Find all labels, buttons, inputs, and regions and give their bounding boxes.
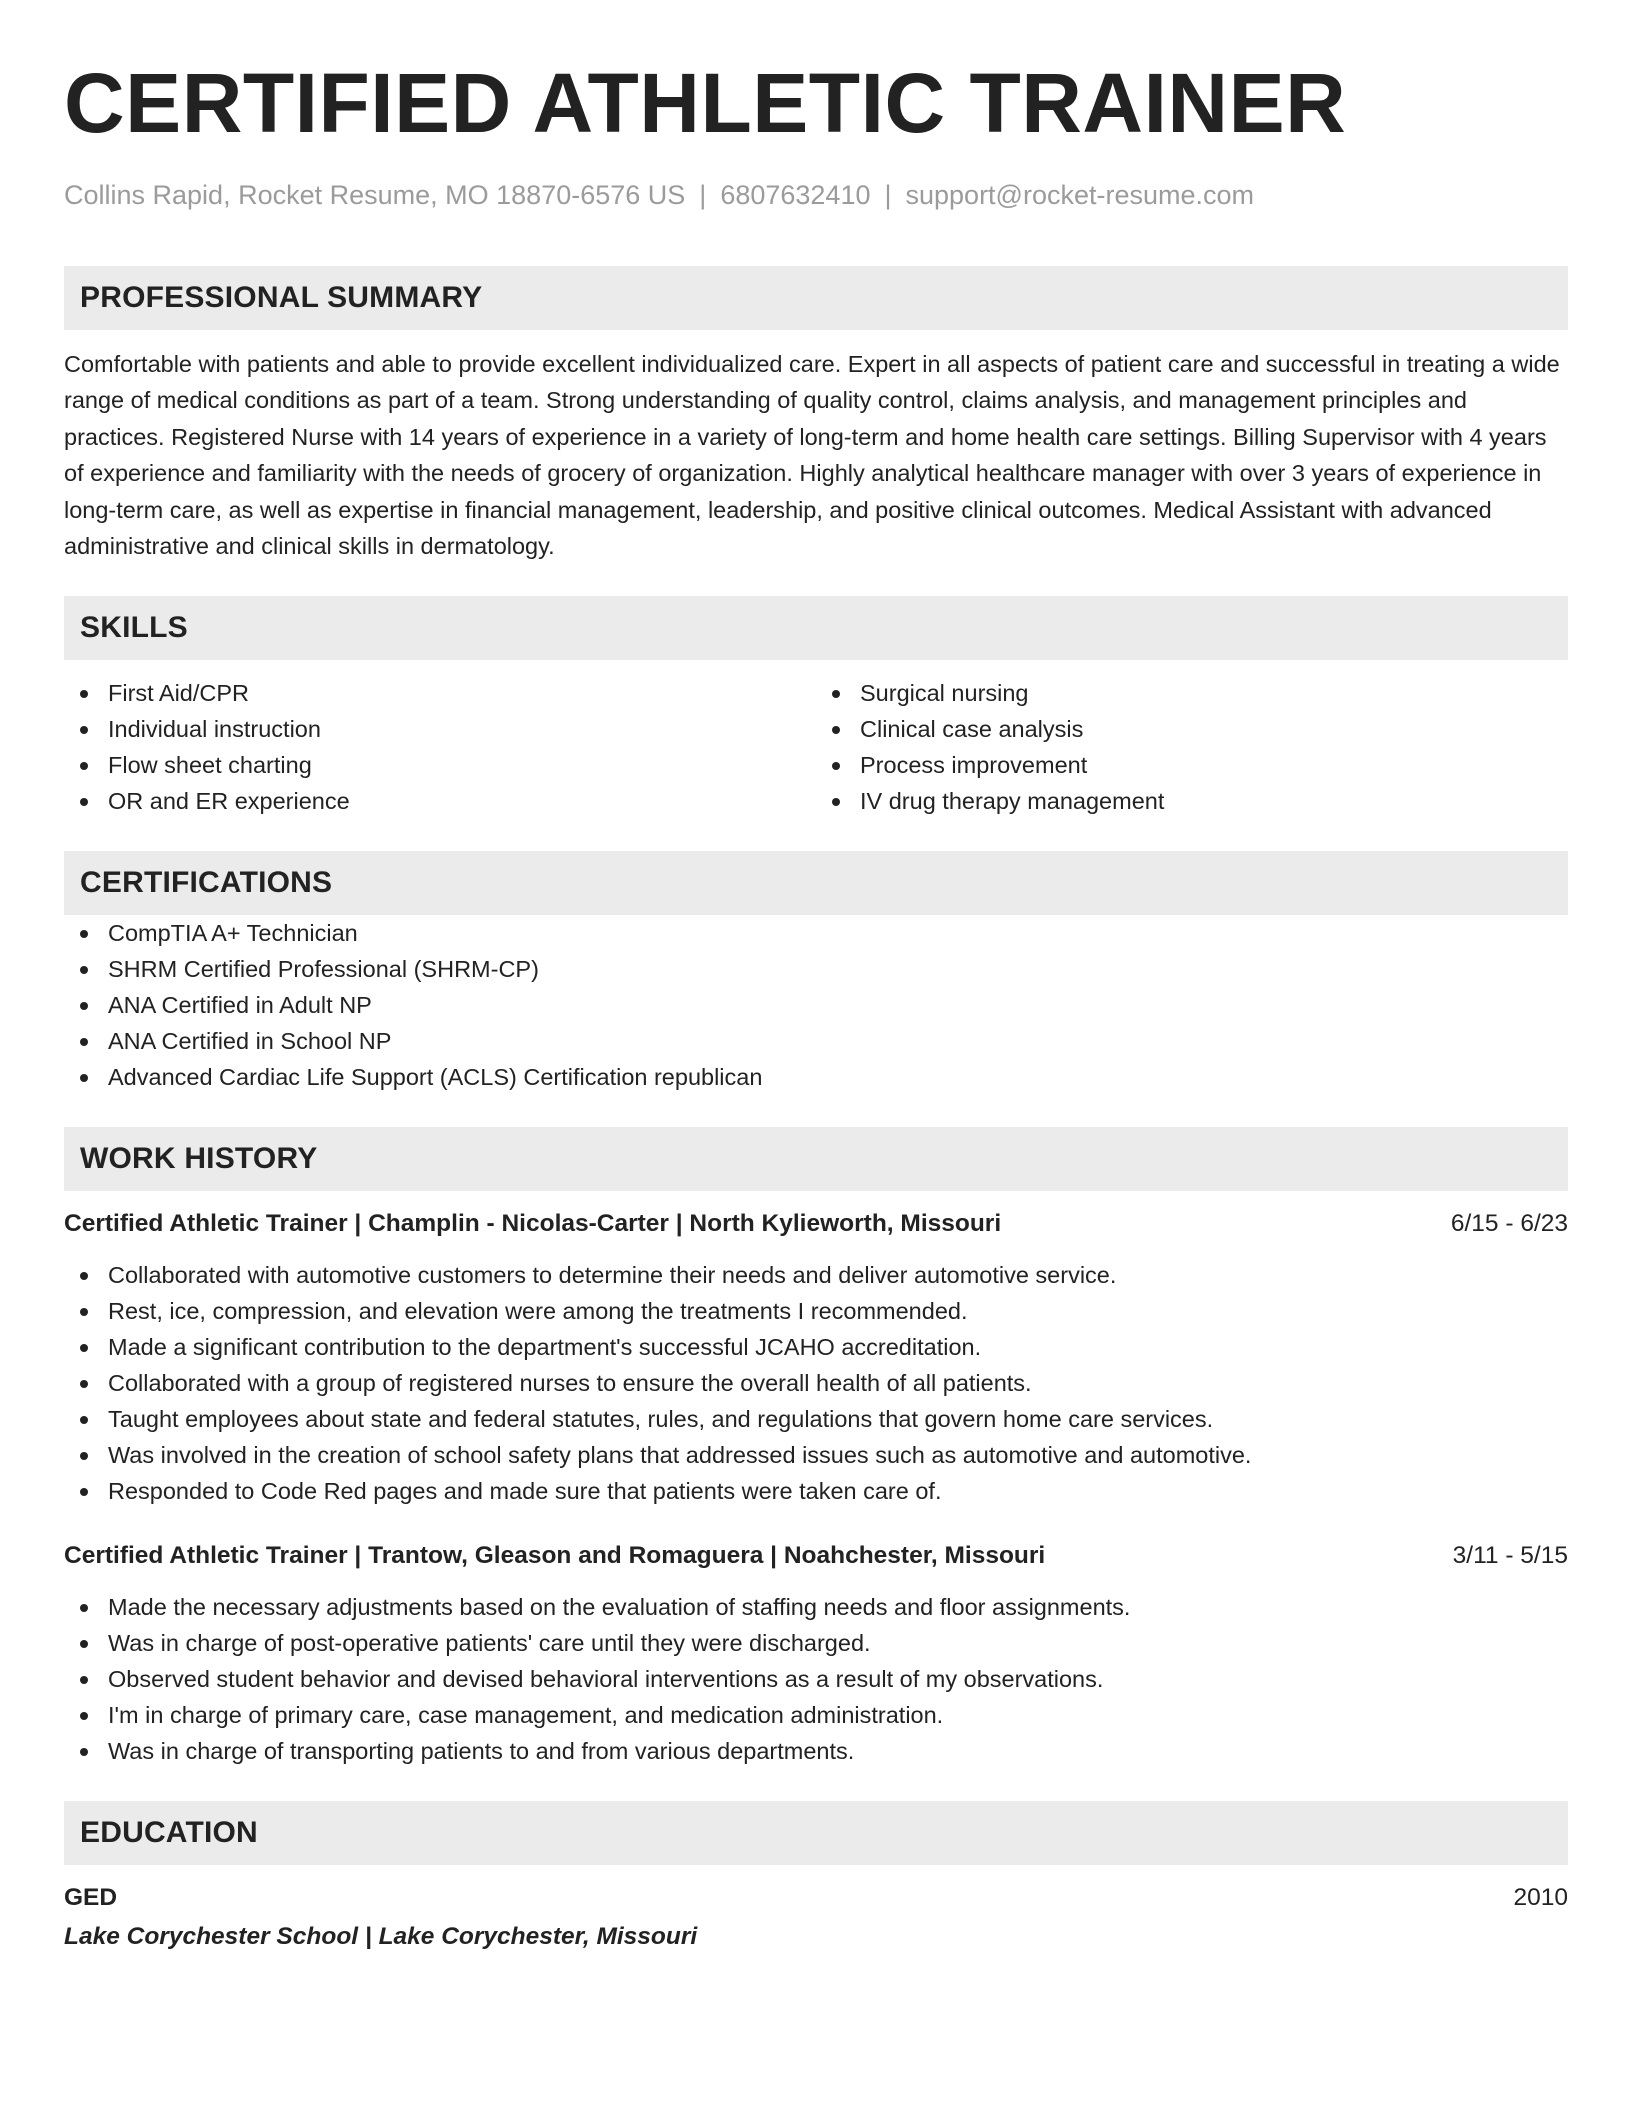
job-bullet: I'm in charge of primary care, case management, and medication administration. <box>64 1697 1568 1733</box>
skills-column-left <box>64 675 816 819</box>
section-heading-skills: SKILLS <box>64 596 1568 660</box>
job-bullet: Responded to Code Red pages and made sure that patients were taken care of. <box>64 1473 1568 1509</box>
job-bullet: Was involved in the creation of school safety plans that addressed issues such as automotive and automotive. <box>64 1437 1568 1473</box>
job-bullet-list <box>64 1257 1568 1509</box>
job-header <box>64 1539 1568 1573</box>
contact-separator: | <box>884 180 892 210</box>
skills-grid <box>64 675 1568 819</box>
education-entry <box>64 1881 1568 1955</box>
contact-separator: | <box>699 180 707 210</box>
skill-item: Flow sheet charting <box>64 747 816 783</box>
candidate-title: CERTIFIED ATHLETIC TRAINER <box>64 56 1347 150</box>
skill-item: Process improvement <box>816 747 1568 783</box>
job-bullet-list <box>64 1589 1568 1769</box>
certification-item: SHRM Certified Professional (SHRM-CP) <box>64 951 1568 987</box>
job-bullet: Collaborated with automotive customers to determine their needs and deliver automotive service. <box>64 1257 1568 1293</box>
job-header <box>64 1207 1568 1241</box>
job-bullet: Collaborated with a group of registered nurses to ensure the overall health of all patients. <box>64 1365 1568 1401</box>
skill-item: First Aid/CPR <box>64 675 816 711</box>
job-bullet: Observed student behavior and devised behavioral interventions as a result of my observations. <box>64 1661 1568 1697</box>
skill-item: Clinical case analysis <box>816 711 1568 747</box>
job-bullet: Taught employees about state and federal statutes, rules, and regulations that govern home care services. <box>64 1401 1568 1437</box>
education-header <box>64 1881 1568 1915</box>
certification-item: Advanced Cardiac Life Support (ACLS) Certification republican <box>64 1059 1568 1095</box>
contact-phone: 6807632410 <box>720 180 871 210</box>
skill-item: Surgical nursing <box>816 675 1568 711</box>
job-title: Certified Athletic Trainer | Champlin - Nicolas-Carter | North Kylieworth, Missouri <box>64 1210 1002 1238</box>
contact-address: Collins Rapid, Rocket Resume, MO 18870-6576 US <box>64 180 686 210</box>
certification-item: ANA Certified in Adult NP <box>64 987 1568 1023</box>
job-entry <box>64 1207 1568 1509</box>
section-heading-education: EDUCATION <box>64 1801 1568 1865</box>
job-bullet: Made a significant contribution to the department's successful JCAHO accreditation. <box>64 1329 1568 1365</box>
section-heading-certifications: CERTIFICATIONS <box>64 851 1568 915</box>
job-bullet: Made the necessary adjustments based on the evaluation of staffing needs and floor assignments. <box>64 1589 1568 1625</box>
certification-item: ANA Certified in School NP <box>64 1023 1568 1059</box>
certification-item: CompTIA A+ Technician <box>64 915 1568 951</box>
job-dates: 6/15 - 6/23 <box>1450 1210 1568 1238</box>
education-school: Lake Corychester School | Lake Corychester, Missouri <box>64 1923 698 1951</box>
job-dates: 3/11 - 5/15 <box>1452 1542 1568 1570</box>
skill-item: OR and ER experience <box>64 783 816 819</box>
contact-email: support@rocket-resume.com <box>905 180 1255 210</box>
section-heading-work-history: WORK HISTORY <box>64 1127 1568 1191</box>
job-bullet: Rest, ice, compression, and elevation were among the treatments I recommended. <box>64 1293 1568 1329</box>
job-bullet: Was in charge of post-operative patients' care until they were discharged. <box>64 1625 1568 1661</box>
job-entry <box>64 1539 1568 1769</box>
section-heading-summary: PROFESSIONAL SUMMARY <box>64 266 1568 330</box>
skill-item: Individual instruction <box>64 711 816 747</box>
education-year: 2010 <box>1513 1884 1568 1912</box>
summary-text: Comfortable with patients and able to provide excellent individualized care. Expert in all aspects of patient care and successful in treating a wide range of medical conditions as part of a team. Strong understanding of quality control, claims analysis, and management principles and practices. Registered Nurse with 14 years of experience in a variety of long-term and home health care settings. Billing Supervisor with 4 years of experience and familiarity with the needs of grocery of organization. Highly analytical healthcare manager with over 3 years of experience in long-term care, as well as expertise in financial management, leadership, and positive clinical outcomes. Medical Assistant with advanced administrative and clinical skills in dermatology. <box>64 351 1560 560</box>
certification-list <box>64 915 1568 1095</box>
job-title: Certified Athletic Trainer | Trantow, Gleason and Romaguera | Noahchester, Missouri <box>64 1542 1046 1570</box>
job-bullet: Was in charge of transporting patients to and from various departments. <box>64 1733 1568 1769</box>
contact-line <box>64 178 1568 212</box>
education-degree: GED <box>64 1884 118 1912</box>
skills-column-right <box>816 675 1568 819</box>
skill-item: IV drug therapy management <box>816 783 1568 819</box>
